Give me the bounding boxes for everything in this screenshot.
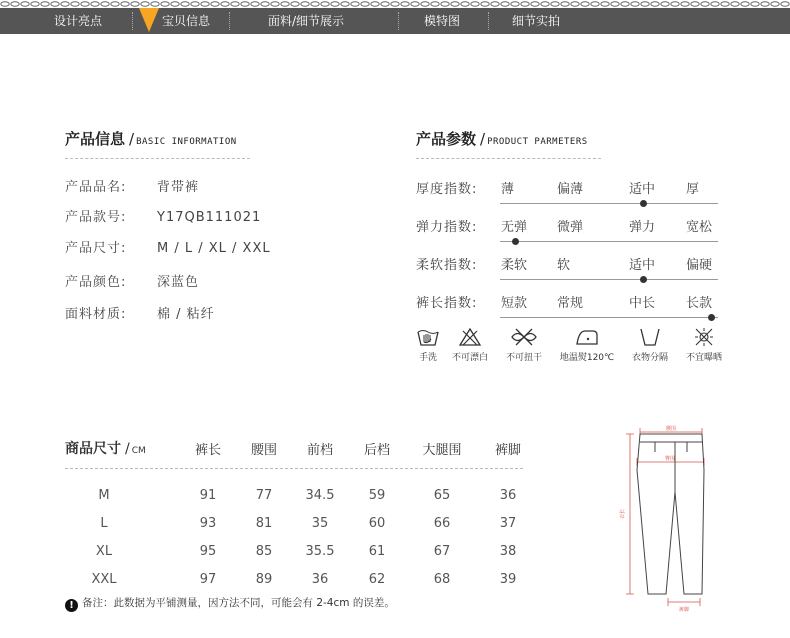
- nav-separator: [488, 12, 489, 30]
- size-table-size-cell: L: [100, 516, 108, 531]
- size-table-size-cell: XXL: [91, 572, 117, 587]
- size-table-column-header: 前档: [306, 443, 333, 458]
- param-scale-line: [500, 203, 718, 204]
- size-table-title: 商品尺寸: [65, 441, 121, 457]
- param-option: 柔软: [501, 258, 528, 273]
- param-label: 厚度指数:: [416, 182, 478, 197]
- param-option: 微弹: [557, 220, 584, 235]
- size-table-unit: CM: [131, 446, 146, 456]
- param-option: 无弹: [501, 220, 528, 235]
- size-table-size-cell: M: [98, 488, 110, 503]
- nav-tab-info[interactable]: 宝贝信息: [162, 14, 211, 28]
- param-label: 柔软指数:: [416, 258, 478, 273]
- size-table-cell: 36: [499, 488, 517, 503]
- info-value: M / L / XL / XXL: [157, 241, 271, 256]
- size-table-column-header: 大腿围: [422, 443, 462, 458]
- size-table-column-header: 裤脚: [494, 443, 521, 458]
- info-label: 产品颜色:: [65, 275, 127, 290]
- size-table-cell: 66: [433, 516, 451, 531]
- size-table-cell: 95: [199, 544, 217, 559]
- size-table-cell: 62: [368, 572, 386, 587]
- size-table-cell: 67: [433, 544, 451, 559]
- info-value: 背带裤: [157, 180, 200, 195]
- size-table-cell: 36: [311, 572, 329, 587]
- size-table-cell: 89: [255, 572, 273, 587]
- care-label: 不宜曝晒: [685, 353, 722, 363]
- info-label: 产品款号:: [65, 210, 127, 225]
- care-hand-wash: [414, 326, 442, 363]
- size-table-cell: 38: [499, 544, 517, 559]
- care-no-sun: [680, 326, 728, 363]
- care-no-bleach: [446, 326, 494, 363]
- nav-separator: [229, 12, 230, 30]
- info-label: 产品品名:: [65, 180, 127, 195]
- diagram-label-waist: 腰围: [665, 426, 677, 432]
- params-divider: [416, 158, 601, 159]
- param-selected-dot: [640, 276, 647, 283]
- nav-tab-model[interactable]: 模特图: [424, 14, 461, 28]
- param-selected-dot: [512, 238, 519, 245]
- param-scale-line: [500, 317, 718, 318]
- param-option: 短款: [501, 296, 528, 311]
- info-value: 深蓝色: [157, 275, 200, 290]
- size-table-cell: 35.5: [305, 544, 335, 559]
- size-table-cell: 61: [368, 544, 386, 559]
- info-value: 棉 / 粘纤: [157, 307, 215, 322]
- care-label: 不可漂白: [451, 353, 488, 363]
- size-table-cell: 65: [433, 488, 451, 503]
- basic-info-subtitle: BASIC INFORMATION: [136, 137, 237, 147]
- no-bleach-icon: [458, 326, 482, 348]
- care-no-wring: [500, 326, 548, 363]
- info-row-color: [65, 271, 199, 290]
- param-option: 长款: [686, 296, 713, 311]
- diagram-label-hip: 臀围: [664, 456, 676, 462]
- care-label: 地温熨120℃: [559, 353, 615, 363]
- size-table-size-cell: XL: [95, 544, 113, 559]
- note-text: 备注：此数据为平铺测量，因方法不同，可能会有 2-4cm 的误差。: [82, 597, 395, 609]
- iron-icon: [573, 326, 601, 348]
- param-scale-line: [500, 241, 718, 242]
- nav-active-marker: [139, 8, 159, 32]
- diagram-label-hem: 裤脚: [678, 607, 690, 613]
- param-option: 软: [557, 258, 571, 273]
- param-option: 弹力: [629, 220, 656, 235]
- size-table-cell: 68: [433, 572, 451, 587]
- care-label: 衣物分隔: [631, 353, 668, 363]
- size-table-cell: 60: [368, 516, 386, 531]
- size-table-cell: 35: [311, 516, 329, 531]
- warning-icon: !: [65, 599, 78, 612]
- size-table-divider: [65, 468, 523, 469]
- param-option: 常规: [557, 296, 584, 311]
- nav-tab-fabric[interactable]: 面料/细节展示: [268, 14, 345, 28]
- params-title: 产品参数: [416, 130, 477, 148]
- param-label: 裤长指数:: [416, 296, 478, 311]
- size-table-cell: 39: [499, 572, 517, 587]
- info-label: 面料材质:: [65, 307, 127, 322]
- care-label: 不可扭干: [505, 353, 542, 363]
- info-row-size: [65, 237, 271, 256]
- care-wash-separately: [624, 326, 676, 363]
- param-option: 厚: [686, 182, 700, 197]
- size-table-cell: 91: [199, 488, 217, 503]
- wash-separately-icon: [638, 326, 662, 348]
- size-table-cell: 85: [255, 544, 273, 559]
- info-row-style-no: [65, 206, 261, 225]
- nav-tab-details[interactable]: 细节实拍: [512, 14, 561, 28]
- size-table-cell: 34.5: [305, 488, 335, 503]
- measurement-note: [65, 595, 395, 612]
- measure-lines: [626, 428, 704, 606]
- care-iron: [554, 326, 620, 363]
- care-label: 手洗: [418, 353, 437, 363]
- info-row-fabric: [65, 303, 215, 322]
- param-option: 适中: [629, 182, 656, 197]
- param-option: 适中: [629, 258, 656, 273]
- size-table-cell: 59: [368, 488, 386, 503]
- size-table-cell: 37: [499, 516, 517, 531]
- size-table-cell: 93: [199, 516, 217, 531]
- params-subtitle: PRODUCT PARMETERS: [487, 137, 588, 147]
- pants-diagram: [600, 418, 725, 618]
- size-table-cell: 97: [199, 572, 217, 587]
- basic-info-heading: 产品信息 / BASIC INFORMATION: [65, 130, 237, 148]
- param-selected-dot: [640, 200, 647, 207]
- param-scale-line: [500, 279, 718, 280]
- diagram-label-length: 衣长: [620, 508, 626, 520]
- params-heading: 产品参数 / PRODUCT PARMETERS: [416, 130, 588, 148]
- param-option: 偏薄: [557, 182, 584, 197]
- info-row-name: [65, 176, 199, 195]
- nav-separator: [132, 12, 133, 30]
- size-table-cell: 77: [255, 488, 273, 503]
- param-option: 中长: [629, 296, 656, 311]
- top-nav: [0, 8, 790, 34]
- param-selected-dot: [708, 314, 715, 321]
- nav-chain-border: [0, 0, 790, 8]
- size-table-column-header: 后档: [363, 443, 390, 458]
- param-option: 宽松: [686, 220, 713, 235]
- nav-tab-highlights[interactable]: 设计亮点: [54, 14, 103, 28]
- size-table-cell: 81: [255, 516, 273, 531]
- basic-info-title: 产品信息: [65, 130, 126, 148]
- no-sun-icon: [692, 326, 716, 348]
- info-value: Y17QB111021: [157, 210, 262, 225]
- param-option: 薄: [501, 182, 515, 197]
- size-table-heading: 商品尺寸 / CM: [65, 441, 146, 457]
- size-table-column-header: 腰围: [250, 443, 277, 458]
- size-table-column-header: 裤长: [194, 443, 221, 458]
- info-label: 产品尺寸:: [65, 241, 127, 256]
- hand-wash-icon: [416, 326, 440, 348]
- nav-separator: [398, 12, 399, 30]
- param-label: 弹力指数:: [416, 220, 478, 235]
- no-wring-icon: [509, 326, 539, 348]
- param-option: 偏硬: [686, 258, 713, 273]
- basic-info-divider: [65, 158, 250, 159]
